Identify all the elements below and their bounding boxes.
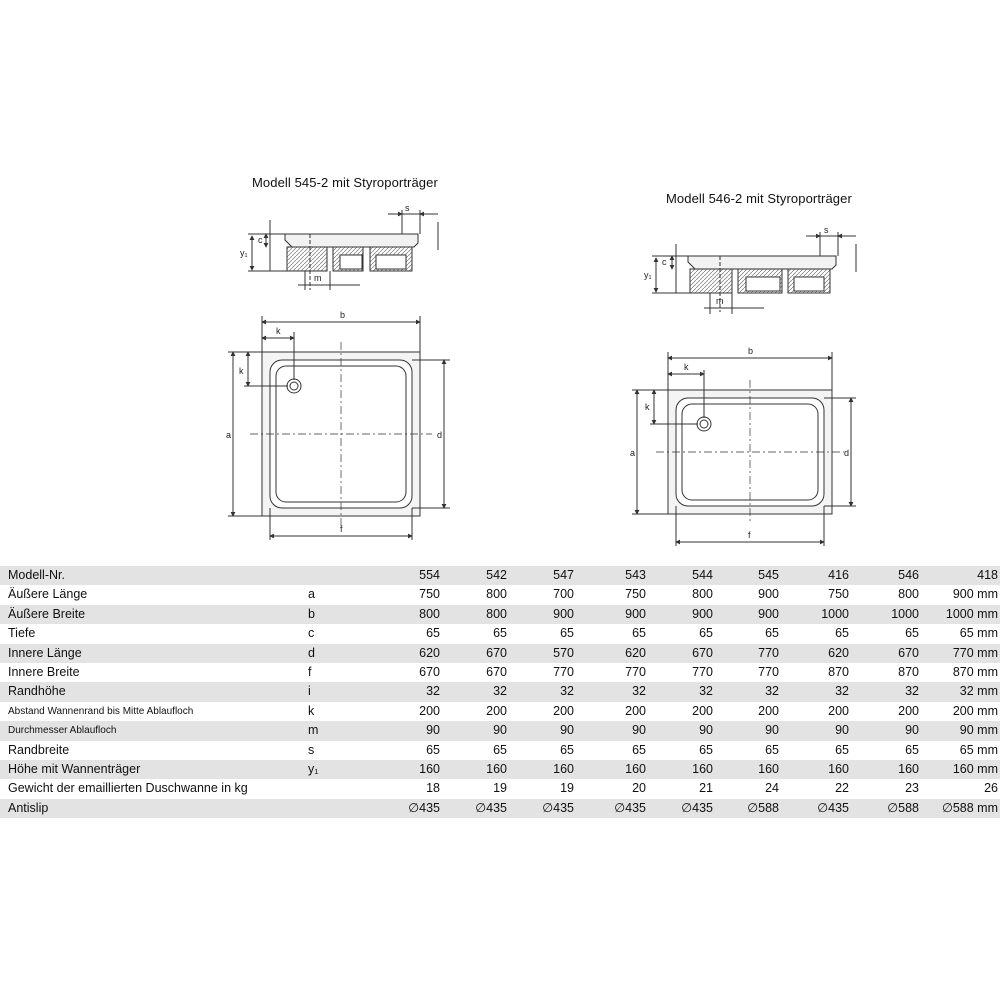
cell-value: 900 (758, 587, 779, 602)
cell-value: 32 (849, 682, 919, 701)
left-dim-d: d (437, 430, 443, 440)
cell-value: 870 mm (952, 665, 998, 680)
right-dim-f: f (748, 530, 751, 540)
row-symbol: i (308, 682, 378, 701)
cell-value: ∅435 (646, 799, 713, 818)
row-symbol: b (308, 605, 378, 624)
specs-table (0, 566, 1000, 818)
row-symbol: f (308, 665, 312, 680)
cell-value: 900 (507, 605, 574, 624)
row-symbol: a (308, 587, 315, 602)
left-plan-view (228, 316, 450, 540)
cell-value: 542 (440, 566, 507, 585)
cell-value: 90 (713, 721, 779, 740)
left-section-view (248, 210, 438, 290)
cell-value: 900 (713, 605, 779, 624)
row-label: Innere Länge (0, 644, 308, 663)
cell-value: 65 (905, 626, 919, 641)
cell-value: 90 (849, 721, 919, 740)
cell-value: ∅435 (378, 799, 440, 818)
right-dim-c: c (662, 257, 667, 267)
row-symbol: c (308, 626, 315, 641)
cell-value: 65 (426, 626, 440, 641)
cell-value: ∅435 (440, 799, 507, 818)
row-symbol: k (308, 703, 315, 718)
row-label: Antislip (0, 799, 308, 818)
cell-value: 546 (849, 566, 919, 585)
cell-value: 32 (574, 682, 646, 701)
row-label: Tiefe (8, 626, 36, 641)
cell-value: ∅588 (849, 799, 919, 818)
cell-value: 19 (493, 781, 507, 796)
row-symbol (308, 779, 378, 798)
right-plan-view (632, 352, 856, 546)
cell-value: 670 (419, 665, 440, 680)
right-dim-y1: y₁ (644, 270, 652, 280)
right-dim-b: b (748, 346, 754, 356)
table-row (0, 644, 1000, 663)
cell-value: ∅588 (713, 799, 779, 818)
cell-value: 770 (692, 665, 713, 680)
left-dim-y1: y₁ (240, 248, 248, 258)
row-label: Gewicht der emaillierten Duschwanne in kg (8, 781, 248, 796)
right-dim-d: d (844, 448, 850, 458)
table-row (0, 585, 1000, 604)
cell-value: 670 (486, 665, 507, 680)
cell-value: 20 (632, 781, 646, 796)
row-label: Durchmesser Ablaufloch (0, 721, 308, 740)
left-dim-k-v: k (239, 366, 244, 376)
cell-value: 200 (898, 703, 919, 718)
cell-value: 670 (646, 644, 713, 663)
cell-value: 65 (765, 626, 779, 641)
left-dim-s: s (405, 203, 410, 213)
cell-value: 750 (625, 587, 646, 602)
cell-value: 770 (758, 665, 779, 680)
table-row (0, 566, 1000, 585)
cell-value: 200 (828, 703, 849, 718)
cell-value: 65 (493, 742, 507, 757)
row-label: Höhe mit Wannenträger (0, 760, 308, 779)
cell-value: 90 (507, 721, 574, 740)
row-symbol (308, 799, 378, 818)
cell-value: 416 (779, 566, 849, 585)
cell-value: 160 (779, 760, 849, 779)
cell-value: 200 (419, 703, 440, 718)
cell-value: 750 (828, 587, 849, 602)
cell-value: 160 (378, 760, 440, 779)
cell-value: 750 (419, 587, 440, 602)
cell-value: 547 (507, 566, 574, 585)
table-row (0, 702, 1000, 721)
cell-value: 670 (440, 644, 507, 663)
cell-value: 90 (440, 721, 507, 740)
cell-value: 65 mm (959, 626, 998, 641)
cell-value: 870 (828, 665, 849, 680)
cell-value: 770 (553, 665, 574, 680)
row-label: Randhöhe (0, 682, 308, 701)
cell-value: 900 (646, 605, 713, 624)
row-symbol: y₁ (308, 760, 378, 779)
row-label: Äußere Breite (0, 605, 308, 624)
right-dim-a: a (630, 448, 636, 458)
cell-value: 800 (440, 605, 507, 624)
right-model-title: Modell 546-2 mit Styroporträger (666, 191, 852, 206)
row-label: Modell-Nr. (0, 566, 308, 585)
right-section-view (652, 232, 856, 314)
table-row (0, 721, 1000, 740)
cell-value: 200 (553, 703, 574, 718)
row-label: Innere Breite (8, 665, 80, 680)
table-row (0, 663, 1000, 682)
cell-value: 90 (779, 721, 849, 740)
row-symbol: d (308, 644, 378, 663)
left-dim-k-h: k (276, 326, 281, 336)
cell-value: 32 (646, 682, 713, 701)
cell-value: 90 (646, 721, 713, 740)
cell-value: 65 (560, 742, 574, 757)
cell-value: 200 (758, 703, 779, 718)
table-row (0, 624, 1000, 643)
cell-value: 21 (699, 781, 713, 796)
cell-value: 160 (713, 760, 779, 779)
left-model-title: Modell 545-2 mit Styroporträger (252, 175, 438, 190)
cell-value: 19 (560, 781, 574, 796)
cell-value: 543 (574, 566, 646, 585)
cell-value: 200 (625, 703, 646, 718)
cell-value: 32 (440, 682, 507, 701)
cell-value: 1000 mm (919, 605, 1000, 624)
cell-value: 620 (574, 644, 646, 663)
right-dim-k-h: k (684, 362, 689, 372)
row-label: Äußere Länge (8, 587, 88, 602)
cell-value: 800 (692, 587, 713, 602)
cell-value: 570 (507, 644, 574, 663)
cell-value: 65 mm (959, 742, 998, 757)
row-label: Abstand Wannenrand bis Mitte Ablaufloch (8, 705, 194, 717)
specs-table-body (0, 566, 1000, 818)
cell-value: 620 (378, 644, 440, 663)
right-dim-s: s (824, 225, 829, 235)
cell-value: 65 (632, 742, 646, 757)
cell-value: ∅435 (779, 799, 849, 818)
left-dim-c: c (258, 235, 263, 245)
table-row (0, 799, 1000, 818)
cell-value: 23 (905, 781, 919, 796)
cell-value: 670 (849, 644, 919, 663)
left-dim-f: f (340, 524, 343, 534)
cell-value: 900 mm (952, 587, 998, 602)
cell-value: 900 (574, 605, 646, 624)
cell-value: 65 (835, 742, 849, 757)
cell-value: 870 (898, 665, 919, 680)
cell-value: 770 (713, 644, 779, 663)
cell-value: 160 (440, 760, 507, 779)
cell-value: 160 (646, 760, 713, 779)
table-row (0, 760, 1000, 779)
cell-value: 90 mm (919, 721, 1000, 740)
cell-value: 1000 (849, 605, 919, 624)
cell-value: 544 (646, 566, 713, 585)
cell-value: ∅588 mm (919, 799, 1000, 818)
cell-value: 160 mm (919, 760, 1000, 779)
cell-value: ∅435 (574, 799, 646, 818)
row-symbol: m (308, 721, 378, 740)
cell-value: 24 (765, 781, 779, 796)
cell-value: 160 (507, 760, 574, 779)
cell-value: 65 (426, 742, 440, 757)
cell-value: 65 (699, 626, 713, 641)
cell-value: 160 (574, 760, 646, 779)
row-label: Randbreite (8, 742, 70, 757)
cell-value: 90 (574, 721, 646, 740)
cell-value: 90 (378, 721, 440, 740)
left-dim-a: a (226, 430, 232, 440)
right-dim-k-v: k (645, 402, 650, 412)
cell-value: 32 mm (919, 682, 1000, 701)
cell-value: 65 (765, 742, 779, 757)
cell-value: 770 mm (919, 644, 1000, 663)
table-row (0, 779, 1000, 798)
cell-value: 18 (426, 781, 440, 796)
left-dim-m: m (314, 273, 322, 283)
row-symbol (308, 566, 378, 585)
left-dim-b: b (340, 310, 346, 320)
cell-value: ∅435 (507, 799, 574, 818)
cell-value: 26 (984, 781, 998, 796)
cell-value: 770 (625, 665, 646, 680)
cell-value: 545 (713, 566, 779, 585)
cell-value: 32 (378, 682, 440, 701)
cell-value: 65 (835, 626, 849, 641)
cell-value: 32 (713, 682, 779, 701)
row-symbol: s (308, 742, 315, 757)
cell-value: 32 (779, 682, 849, 701)
cell-value: 418 (919, 566, 1000, 585)
cell-value: 65 (905, 742, 919, 757)
cell-value: 65 (560, 626, 574, 641)
table-row (0, 741, 1000, 760)
cell-value: 200 (692, 703, 713, 718)
cell-value: 200 mm (952, 703, 998, 718)
cell-value: 22 (835, 781, 849, 796)
cell-value: 620 (779, 644, 849, 663)
cell-value: 65 (493, 626, 507, 641)
cell-value: 700 (553, 587, 574, 602)
cell-value: 1000 (779, 605, 849, 624)
cell-value: 32 (507, 682, 574, 701)
cell-value: 800 (898, 587, 919, 602)
right-dim-m: m (716, 296, 724, 306)
table-row (0, 605, 1000, 624)
cell-value: 65 (632, 626, 646, 641)
cell-value: 800 (486, 587, 507, 602)
table-row (0, 682, 1000, 701)
cell-value: 200 (486, 703, 507, 718)
cell-value: 65 (699, 742, 713, 757)
cell-value: 160 (849, 760, 919, 779)
cell-value: 800 (378, 605, 440, 624)
cell-value: 554 (378, 566, 440, 585)
